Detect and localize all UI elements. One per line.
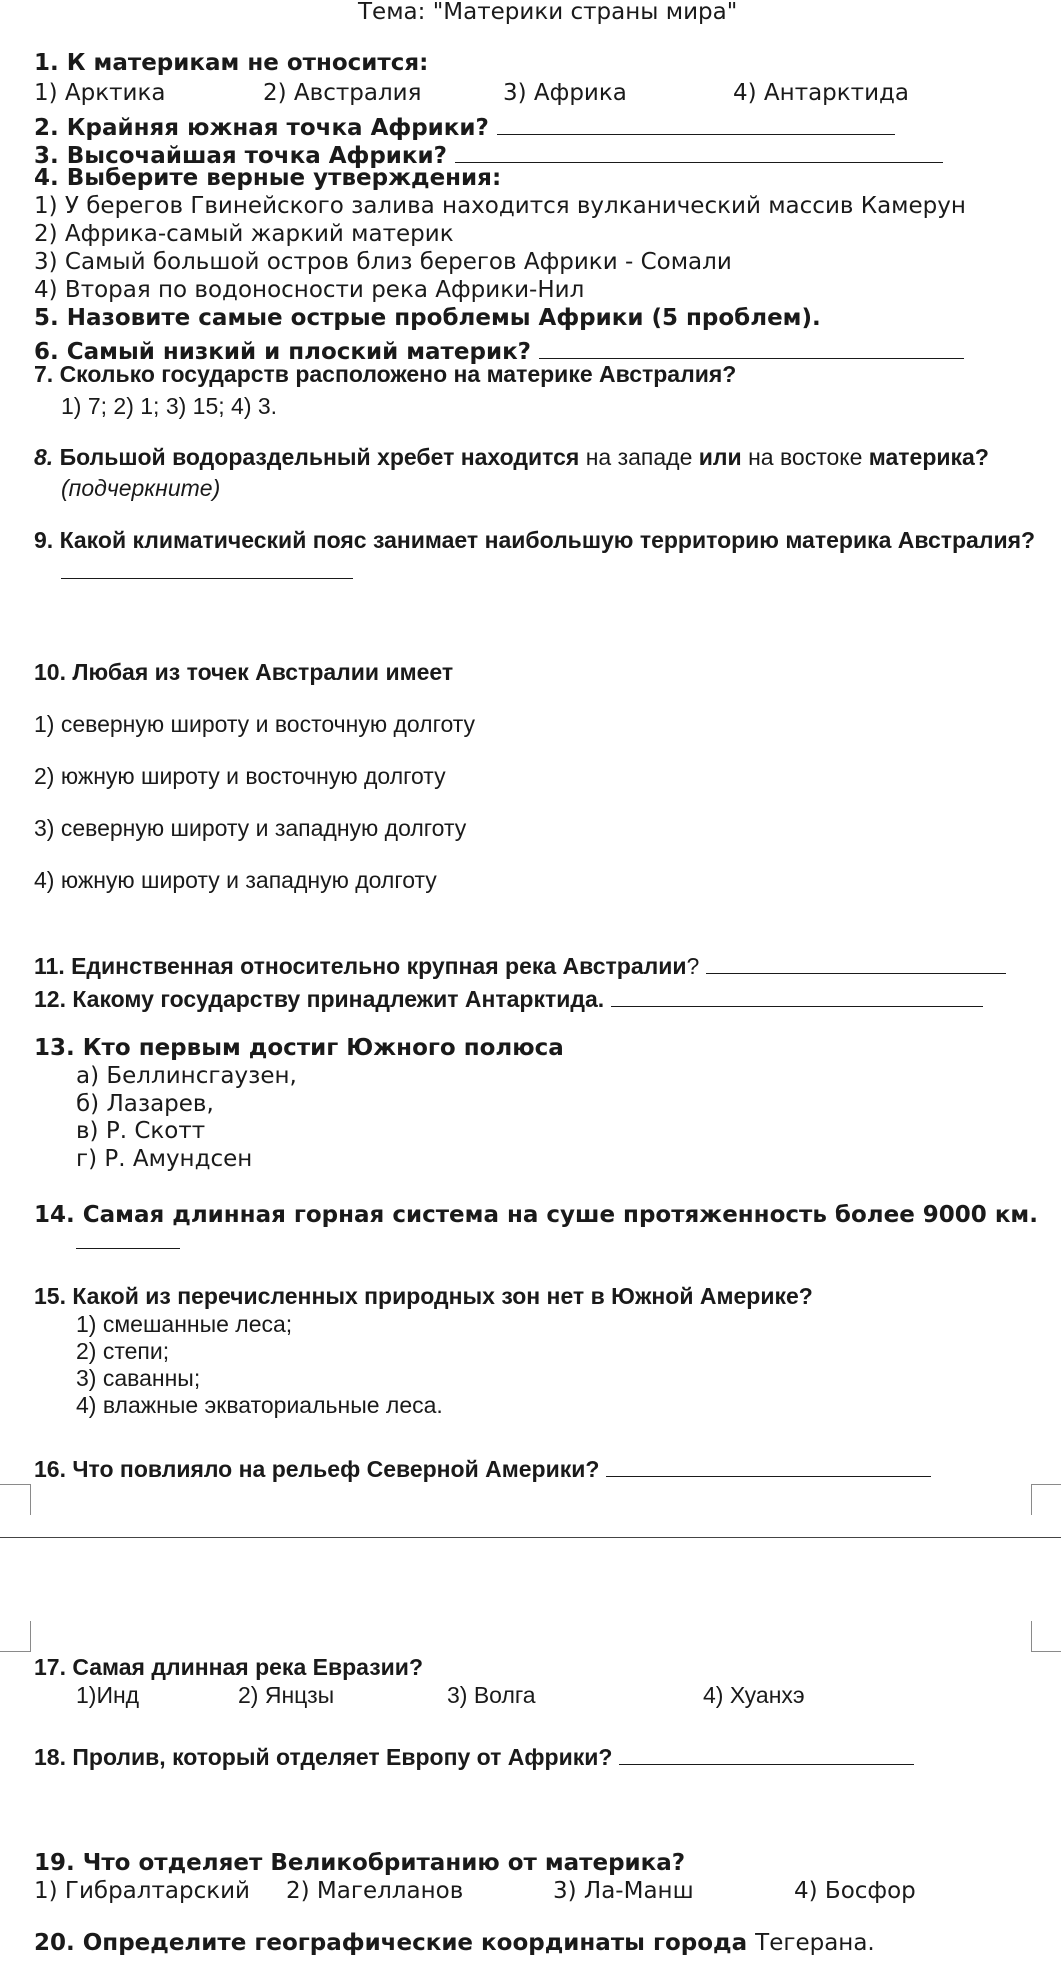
q10-option-1: 1) северную широту и восточную долготу [34, 711, 476, 737]
q15-option-2: 2) степи; [76, 1338, 170, 1364]
answer-blank[interactable] [455, 139, 943, 163]
question-18: 18. Пролив, который отделяет Европу от Африки? [34, 1741, 914, 1769]
q4-option-4: 4) Вторая по водоносности река Африки-Нил [34, 277, 585, 303]
page-title: Тема: "Материки страны мира" [358, 0, 738, 25]
answer-blank[interactable] [619, 1741, 914, 1765]
q13-option-d: г) Р. Амундсен [76, 1146, 253, 1172]
q8-note: (подчеркните) [61, 475, 221, 501]
q1-option-1: 1) Арктика [34, 80, 166, 106]
q1-option-3: 3) Африка [503, 80, 627, 106]
question-1: 1. К материкам не относится: [34, 50, 429, 76]
answer-blank[interactable] [611, 983, 983, 1007]
question-13: 13. Кто первым достиг Южного полюса [34, 1035, 564, 1061]
page-corner-marker [1031, 1484, 1061, 1515]
q1-option-2: 2) Австралия [263, 80, 422, 106]
q10-option-2: 2) южную широту и восточную долготу [34, 763, 446, 789]
answer-blank[interactable] [706, 950, 1006, 974]
q4-option-2: 2) Африка-самый жаркий материк [34, 221, 454, 247]
question-5: 5. Назовите самые острые проблемы Африки (5 проблем). [34, 305, 821, 331]
page-break-line [0, 1537, 1061, 1538]
q10-option-4: 4) южную широту и западную долготу [34, 867, 437, 893]
question-14: 14. Самая длинная горная система на суше протяженность более 9000 км. [34, 1202, 1038, 1228]
q13-option-b: б) Лазарев, [76, 1091, 214, 1117]
q19-option-1: 1) Гибралтарский [34, 1878, 250, 1904]
q4-option-3: 3) Самый большой остров близ берегов Африки - Сомали [34, 249, 732, 275]
question-12: 12. Какому государству принадлежит Антарктида. [34, 983, 983, 1011]
q17-option-3: 3) Волга [447, 1682, 536, 1708]
question-11: 11. Единственная относительно крупная река Австралии? [34, 950, 1006, 978]
q19-option-2: 2) Магелланов [286, 1878, 464, 1904]
question-19: 19. Что отделяет Великобританию от материка? [34, 1850, 686, 1876]
answer-blank[interactable] [76, 1232, 180, 1249]
page-corner-marker [1031, 1621, 1061, 1652]
question-17: 17. Самая длинная река Евразии? [34, 1654, 423, 1680]
question-4: 4. Выберите верные утверждения: [34, 165, 502, 191]
question-15: 15. Какой из перечисленных природных зон нет в Южной Америке? [34, 1283, 813, 1309]
q17-option-2: 2) Янцзы [238, 1682, 335, 1708]
question-3: 3. Высочайшая точка Африки? [34, 139, 943, 168]
q10-option-3: 3) северную широту и западную долготу [34, 815, 467, 841]
q17-option-1: 1)Инд [76, 1682, 140, 1708]
q15-option-4: 4) влажные экваториальные леса. [76, 1392, 443, 1418]
q17-option-4: 4) Хуанхэ [703, 1682, 805, 1708]
q13-option-c: в) Р. Скотт [76, 1118, 206, 1144]
question-8: 8. Большой водораздельный хребет находится на западе или на востоке материка? [34, 444, 989, 470]
option-east[interactable]: на востоке [748, 444, 863, 470]
page-corner-marker [0, 1621, 31, 1652]
answer-blank[interactable] [539, 335, 964, 359]
question-7: 7. Сколько государств расположено на материке Австралия? [34, 361, 737, 387]
q15-option-1: 1) смешанные леса; [76, 1311, 293, 1337]
q15-option-3: 3) саванны; [76, 1365, 201, 1391]
question-10: 10. Любая из точек Австралии имеет [34, 659, 454, 685]
q19-option-4: 4) Босфор [794, 1878, 916, 1904]
answer-blank[interactable] [61, 562, 353, 579]
question-16: 16. Что повлияло на рельеф Северной Америки? [34, 1453, 931, 1481]
question-2: 2. Крайняя южная точка Африки? [34, 111, 895, 140]
answer-blank[interactable] [497, 111, 895, 135]
option-west[interactable]: на западе [585, 444, 693, 470]
q7-options: 1) 7; 2) 1; 3) 15; 4) 3. [61, 393, 278, 419]
q1-option-4: 4) Антарктида [733, 80, 910, 106]
question-6: 6. Самый низкий и плоский материк? [34, 335, 964, 364]
page-corner-marker [0, 1484, 31, 1515]
q19-option-3: 3) Ла-Манш [553, 1878, 694, 1904]
question-20: 20. Определите географические координаты города Тегерана. [34, 1930, 875, 1956]
answer-blank[interactable] [606, 1453, 931, 1477]
q4-option-1: 1) У берегов Гвинейского залива находится вулканический массив Камерун [34, 193, 966, 219]
question-9: 9. Какой климатический пояс занимает наибольшую территорию материка Австралия? [34, 527, 1036, 553]
q13-option-a: а) Беллинсгаузен, [76, 1063, 297, 1089]
